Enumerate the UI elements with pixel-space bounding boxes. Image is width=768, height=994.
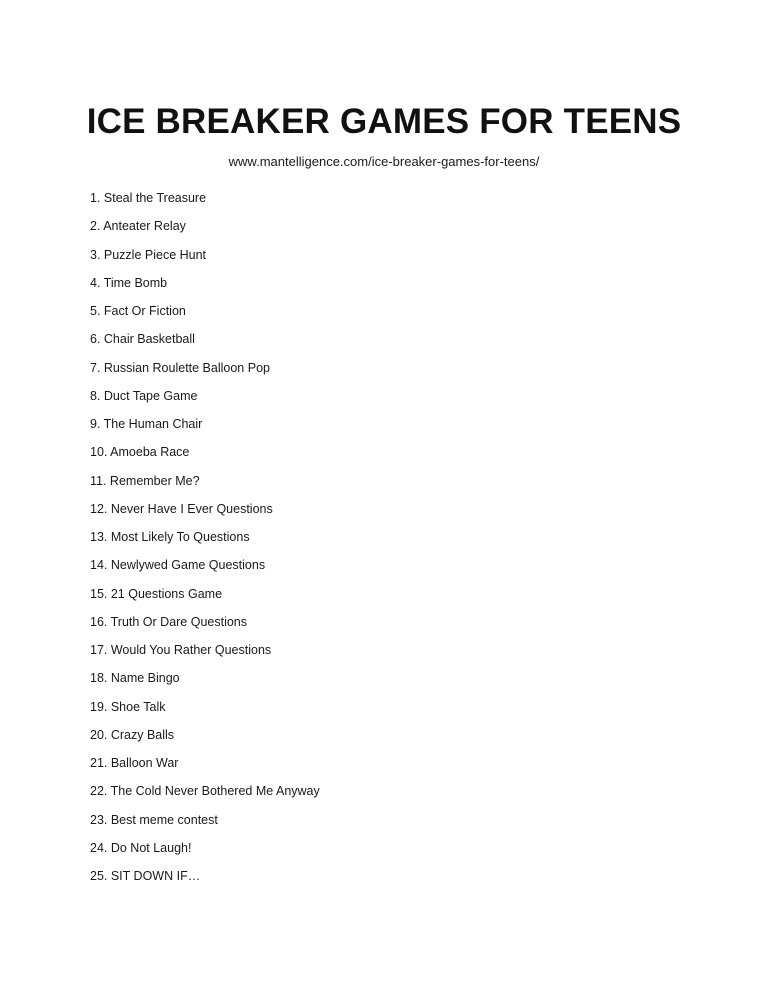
list-item: 5. Fact Or Fiction bbox=[90, 304, 186, 318]
list-item: 25. SIT DOWN IF… bbox=[90, 869, 201, 883]
list-item: 19. Shoe Talk bbox=[90, 699, 166, 714]
list-item: 3. Puzzle Piece Hunt bbox=[90, 247, 207, 262]
list-item: 8. Duct Tape Game bbox=[90, 388, 198, 403]
list-item: 2. Anteater Relay bbox=[90, 219, 186, 234]
list-item: 18. Name Bingo bbox=[90, 671, 180, 686]
source-url: www.mantelligence.com/ice-breaker-games-for-teens/ bbox=[228, 154, 540, 169]
list-item: 6. Chair Basketball bbox=[90, 332, 195, 347]
list-item: 23. Best meme contest bbox=[90, 812, 218, 827]
list-item: 10. Amoeba Race bbox=[90, 445, 190, 460]
list-item: 7. Russian Roulette Balloon Pop bbox=[90, 360, 270, 375]
list-item: 16. Truth Or Dare Questions bbox=[90, 614, 248, 629]
list-item: 21. Balloon War bbox=[90, 756, 179, 770]
list-item: 22. The Cold Never Bothered Me Anyway bbox=[90, 784, 320, 799]
list-item: 4. Time Bomb bbox=[90, 275, 168, 290]
list-item: 11. Remember Me? bbox=[90, 473, 200, 488]
list-item: 13. Most Likely To Questions bbox=[90, 530, 250, 544]
list-item: 14. Newlywed Game Questions bbox=[90, 558, 266, 573]
page-title: ICE BREAKER GAMES FOR TEENS bbox=[86, 102, 682, 141]
list-item: 24. Do Not Laugh! bbox=[90, 840, 192, 855]
list-item: 12. Never Have I Ever Questions bbox=[90, 501, 273, 516]
list-item: 15. 21 Questions Game bbox=[90, 586, 223, 601]
list-item: 9. The Human Chair bbox=[90, 417, 203, 431]
list-item: 1. Steal the Treasure bbox=[90, 191, 207, 205]
list-item: 17. Would You Rather Questions bbox=[90, 643, 272, 657]
games-list bbox=[90, 190, 320, 896]
list-item: 20. Crazy Balls bbox=[90, 727, 175, 742]
